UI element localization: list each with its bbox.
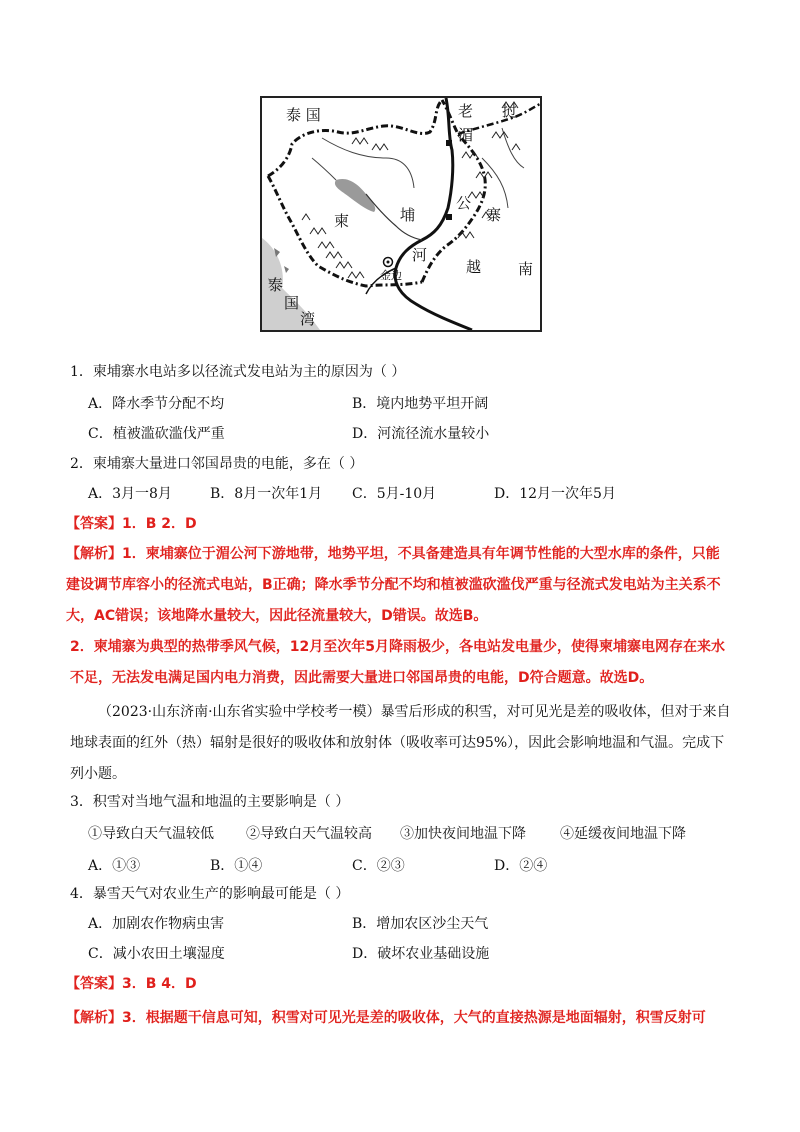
label-cambodia-3: 寨 — [486, 206, 502, 224]
q3-option-c: C．②③ — [352, 858, 405, 874]
q4-option-a: A．加剧农作物病虫害 — [88, 916, 225, 932]
q3-statement-1: ①导致白天气温较低 — [88, 826, 214, 842]
label-thailand: 泰 国 — [286, 106, 321, 124]
label-laos-2: 挝 — [502, 102, 518, 120]
q3-statement-2: ②导致白天气温较高 — [246, 826, 372, 842]
q4-option-c: C．减小农田土壤湿度 — [88, 946, 225, 962]
q3-statement-3: ③加快夜间地温下降 — [400, 826, 526, 842]
q2-stem: 2．柬埔寨大量进口邻国昂贵的电能，多在（ ） — [70, 456, 364, 472]
q2-option-b: B．8月一次年1月 — [210, 486, 323, 502]
label-gulf-1: 泰 — [268, 276, 284, 294]
q1-option-c: C．植被滥砍滥伐严重 — [88, 426, 225, 442]
q1-option-a: A．降水季节分配不均 — [88, 396, 225, 412]
label-vietnam-1: 越 — [466, 258, 482, 276]
tributary-1 — [312, 158, 336, 180]
analysis-1: 【解析】1．柬埔寨位于湄公河下游地带，地势平坦，不具备建造具有年调节性能的大型水库的条件，只能建设调节库容小的径流式电站，B正确；降水季节分配不均和植被滥砍滥伐严重与径流式发电站为主关系不大，AC错误；该地降水量较大，因此径流量较大，D错误。故选B。 — [66, 546, 721, 624]
q2-option-c: C．5月-10月 — [352, 486, 437, 502]
q2-option-a: A．3月一8月 — [88, 486, 172, 502]
label-cambodia-1: 柬 — [334, 212, 350, 230]
cambodia-map — [260, 96, 542, 332]
q2-option-d: D．12月一次年5月 — [494, 486, 616, 502]
lake — [335, 179, 375, 212]
analysis-3: 【解析】3．根据题干信息可知，积雪对可见光是差的吸收体，大气的直接热源是地面辐射，积雪反射可 — [66, 1010, 706, 1026]
q4-stem: 4．暴雪天气对农业生产的影响最可能是（ ） — [70, 886, 350, 902]
analysis-2: 2．柬埔寨为典型的热带季风气候，12月至次年5月降雨极少，各电站发电量少，使得柬埔寨电网存在来水不足，无法发电满足国内电力消费，因此需要大量进口邻国昂贵的电能，D符合题意。故选D。 — [70, 639, 725, 686]
q1-option-d: D．河流径流水量较小 — [352, 426, 490, 442]
q3-statement-4: ④延缓夜间地温下降 — [560, 826, 686, 842]
answer-1-2: 【答案】1．B 2．D — [66, 516, 197, 532]
q1-stem: 1．柬埔寨水电站多以径流式发电站为主的原因为（ ） — [70, 364, 406, 380]
intro-passage: （2023·山东济南·山东省实验中学校考一模）暴雪后形成的积雪，对可见光是差的吸收体，但对于来自地球表面的红外（热）辐射是很好的吸收体和放射体（吸收率可达95%），因此会影响地温和气温。完成下列小题。 — [70, 704, 731, 782]
q3-option-d: D．②④ — [494, 858, 548, 874]
label-laos-1: 老 — [458, 102, 474, 120]
q3-option-a: A．①③ — [88, 858, 141, 874]
mountain-symbols — [302, 102, 520, 278]
q1-option-b: B．境内地势平坦开阔 — [352, 396, 489, 412]
label-river: 河 — [412, 246, 428, 264]
label-gulf-3: 湾 — [300, 310, 316, 328]
label-vietnam-2: 南 — [518, 260, 534, 278]
label-mekong-1: 湄 — [458, 126, 474, 144]
label-capital: 金边 — [380, 269, 402, 282]
q4-option-d: D．破坏农业基础设施 — [352, 946, 490, 962]
q4-option-b: B．增加农区沙尘天气 — [352, 916, 489, 932]
label-gulf-2: 国 — [284, 294, 300, 312]
label-mekong-2: 公 — [456, 194, 472, 212]
answer-3-4: 【答案】3．B 4．D — [66, 976, 197, 992]
label-cambodia-2: 埔 — [400, 206, 416, 224]
q3-stem: 3．积雪对当地气温和地温的主要影响是（ ） — [70, 794, 350, 810]
q3-option-b: B．①④ — [210, 858, 263, 874]
